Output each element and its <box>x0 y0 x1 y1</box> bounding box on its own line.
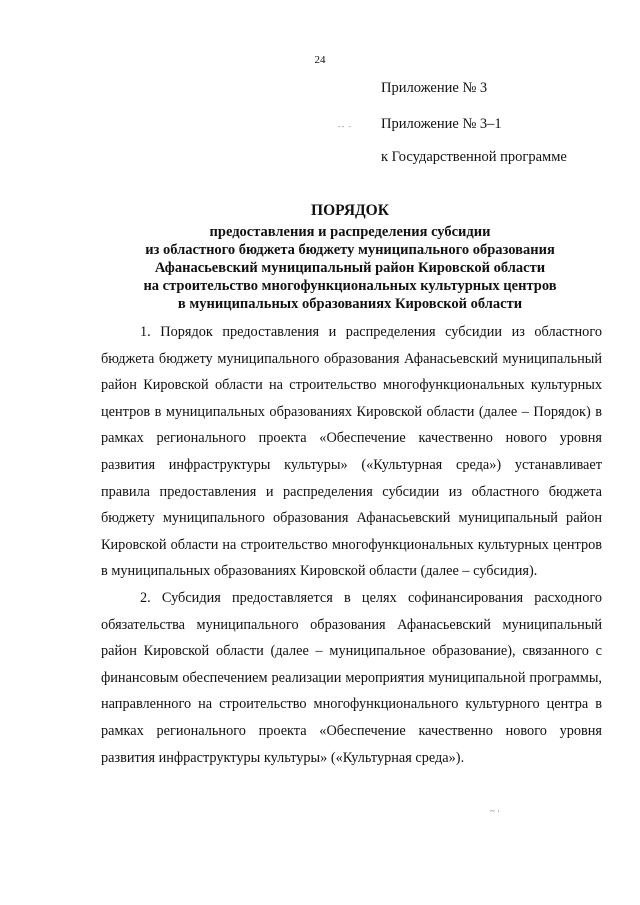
title-line-1: предоставления и распределения субсидии <box>209 224 491 240</box>
scan-artifact: ~ · <box>490 806 501 816</box>
document-title <box>60 202 640 313</box>
title-line-4: на строительство многофункциональных культурных центров <box>143 278 557 294</box>
annex-line-1: Приложение № 3 <box>381 80 488 96</box>
title-line-3: Афанасьевский муниципальный район Кировской области <box>154 260 546 276</box>
annex-line-2: Приложение № 3–1 <box>381 116 502 132</box>
paragraph-2: 2. Субсидия предоставляется в целях софинансирования расходного обязательства муниципального образования Афанасьевский муниципальный район Кировской области (далее – муниципальное образование), связанного с финансовым обеспечением реализации мероприятия муниципальной программы, направленного на строительство многофункционального культурного центра в рамках регионального проекта «Обеспечение качественно нового уровня развития инфраструктуры культуры» («Культурная среда»). <box>101 589 602 766</box>
annex-line-3: к Государственной программе <box>381 149 567 165</box>
paragraph-1: 1. Порядок предоставления и распределения субсидии из областного бюджета бюджету муниципального образования Афанасьевский муниципальный район Кировской области на строительство многофункциональных культурных центров в муниципальных образованиях Кировской области (далее – Порядок) в рамках регионального проекта «Обеспечение качественно нового уровня развития инфраструктуры культуры» («Культурная среда») устанавливает правила предоставления и распределения субсидии из областного бюджета бюджету муниципального образования Афанасьевский муниципальный район Кировской области на строительство многофункциональных культурных центров в муниципальных образованиях Кировской области (далее – субсидия). <box>101 324 602 580</box>
handwritten-mark: ‐‐ ‐ <box>338 122 352 131</box>
title-line-5: в муниципальных образованиях Кировской области <box>177 296 523 312</box>
title-heading: ПОРЯДОК <box>311 202 389 219</box>
title-line-2: из областного бюджета бюджету муниципального образования <box>145 242 555 258</box>
page-number: 24 <box>314 54 326 66</box>
document-body <box>101 319 602 771</box>
